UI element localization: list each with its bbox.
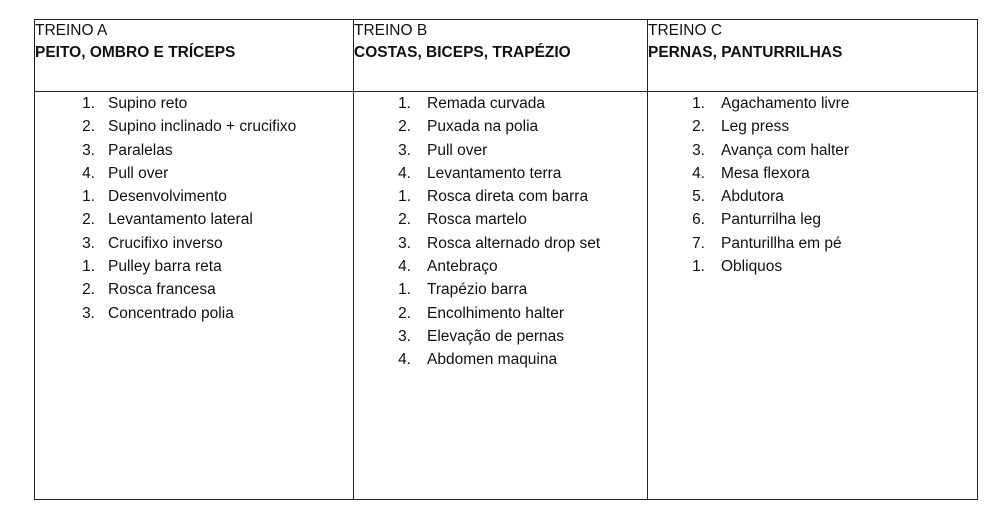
exercise-item xyxy=(648,232,977,255)
exercise-item xyxy=(35,255,353,278)
header-cell-a xyxy=(35,20,354,92)
exercise-name: Abdomen maquina xyxy=(427,351,558,369)
exercise-item xyxy=(354,139,647,162)
exercise-item xyxy=(35,139,353,162)
exercise-item xyxy=(354,325,647,348)
exercise-item xyxy=(648,255,977,278)
exercise-number: 4. xyxy=(398,258,411,276)
exercise-name: Puxada na polia xyxy=(427,118,539,136)
exercise-name: Obliquos xyxy=(721,258,783,276)
exercise-name: Rosca direta com barra xyxy=(427,188,589,206)
exercise-name: Rosca francesa xyxy=(108,281,216,299)
exercise-name: Supino inclinado + crucifixo xyxy=(108,118,297,136)
exercise-item xyxy=(35,185,353,208)
exercise-item xyxy=(35,208,353,231)
exercise-item xyxy=(354,348,647,371)
exercise-group xyxy=(354,278,647,325)
exercise-name: Panturrilha leg xyxy=(721,211,821,229)
exercise-item xyxy=(354,255,647,278)
exercise-item xyxy=(354,162,647,185)
exercise-item xyxy=(354,278,647,301)
exercise-name: Trapézio barra xyxy=(427,281,528,299)
exercise-number: 2. xyxy=(398,304,411,322)
exercise-number: 1. xyxy=(692,258,705,276)
exercise-item xyxy=(648,92,977,115)
exercise-number: 2. xyxy=(82,211,95,229)
body-row xyxy=(35,92,978,500)
exercise-name: Encolhimento halter xyxy=(427,304,564,322)
exercise-number: 1. xyxy=(692,95,705,112)
exercise-name: Supino reto xyxy=(108,95,188,112)
exercise-name: Crucifixo inverso xyxy=(108,234,223,252)
muscle-groups: COSTAS, BICEPS, TRAPÉZIO xyxy=(354,44,571,61)
exercise-number: 1. xyxy=(82,95,95,112)
exercise-number: 2. xyxy=(398,211,411,229)
exercise-number: 4. xyxy=(398,164,411,182)
exercise-item xyxy=(35,232,353,255)
exercise-name: Rosca alternado drop set xyxy=(427,234,601,252)
muscle-groups: PERNAS, PANTURRILHAS xyxy=(648,44,843,61)
muscle-groups: PEITO, OMBRO E TRÍCEPS xyxy=(35,44,236,61)
exercise-item xyxy=(35,162,353,185)
workout-title: TREINO A xyxy=(35,22,108,39)
header-cell-c xyxy=(648,20,978,92)
exercise-item xyxy=(648,185,977,208)
exercise-name: Paralelas xyxy=(108,141,173,159)
exercise-number: 1. xyxy=(398,95,411,112)
exercise-group xyxy=(35,255,353,325)
exercise-name: Agachamento livre xyxy=(721,95,850,112)
header-cell-b xyxy=(354,20,648,92)
exercise-number: 3. xyxy=(82,304,95,322)
exercise-group xyxy=(354,185,647,278)
exercise-item xyxy=(648,208,977,231)
exercise-number: 4. xyxy=(398,351,411,369)
exercise-number: 3. xyxy=(398,141,411,159)
workout-title: TREINO C xyxy=(648,22,723,39)
exercise-number: 1. xyxy=(82,188,95,206)
exercise-name: Pull over xyxy=(108,164,169,182)
exercise-number: 3. xyxy=(82,234,95,252)
exercise-name: Desenvolvimento xyxy=(108,188,227,206)
exercise-group xyxy=(648,92,977,255)
exercise-name: Abdutora xyxy=(721,188,784,206)
header-row xyxy=(35,20,978,92)
exercise-item xyxy=(35,115,353,138)
exercise-number: 4. xyxy=(692,164,705,182)
exercise-item xyxy=(354,232,647,255)
exercise-item xyxy=(354,302,647,325)
exercise-group xyxy=(354,325,647,372)
exercise-group xyxy=(354,92,647,185)
exercise-number: 1. xyxy=(82,258,95,276)
exercise-item xyxy=(648,139,977,162)
exercise-name: Rosca martelo xyxy=(427,211,527,229)
exercise-item xyxy=(648,115,977,138)
exercise-number: 3. xyxy=(398,327,411,345)
exercise-name: Elevação de pernas xyxy=(427,327,565,345)
exercise-number: 1. xyxy=(398,281,411,299)
exercise-item xyxy=(354,208,647,231)
exercise-number: 2. xyxy=(82,118,95,136)
exercise-number: 3. xyxy=(692,141,705,159)
exercise-number: 1. xyxy=(398,188,411,206)
exercise-number: 5. xyxy=(692,188,705,206)
exercise-name: Leg press xyxy=(721,118,790,136)
exercise-number: 2. xyxy=(82,281,95,299)
exercise-name: Mesa flexora xyxy=(721,164,810,182)
exercise-item xyxy=(354,185,647,208)
exercise-item xyxy=(35,92,353,115)
exercise-name: Pull over xyxy=(427,141,488,159)
exercise-number: 6. xyxy=(692,211,705,229)
exercise-number: 7. xyxy=(692,234,705,252)
exercise-name: Concentrado polia xyxy=(108,304,234,322)
workout-table xyxy=(34,19,978,500)
exercise-item xyxy=(354,92,647,115)
exercise-name: Panturillha em pé xyxy=(721,234,842,252)
exercise-number: 2. xyxy=(398,118,411,136)
exercise-number: 3. xyxy=(398,234,411,252)
exercise-name: Pulley barra reta xyxy=(108,258,222,276)
exercise-number: 4. xyxy=(82,164,95,182)
exercise-name: Levantamento lateral xyxy=(108,211,253,229)
exercise-group xyxy=(648,255,977,278)
exercise-item xyxy=(648,162,977,185)
exercise-name: Avança com halter xyxy=(721,141,850,159)
exercise-item xyxy=(35,302,353,325)
exercise-cell-c xyxy=(648,92,978,500)
exercise-cell-a xyxy=(35,92,354,500)
exercise-number: 3. xyxy=(82,141,95,159)
exercise-group xyxy=(35,185,353,255)
exercise-item xyxy=(35,278,353,301)
exercise-name: Remada curvada xyxy=(427,95,546,112)
exercise-group xyxy=(35,92,353,185)
exercise-name: Antebraço xyxy=(427,258,498,276)
workout-title: TREINO B xyxy=(354,22,428,39)
exercise-cell-b xyxy=(354,92,648,500)
exercise-number: 2. xyxy=(692,118,705,136)
exercise-item xyxy=(354,115,647,138)
exercise-name: Levantamento terra xyxy=(427,164,562,182)
